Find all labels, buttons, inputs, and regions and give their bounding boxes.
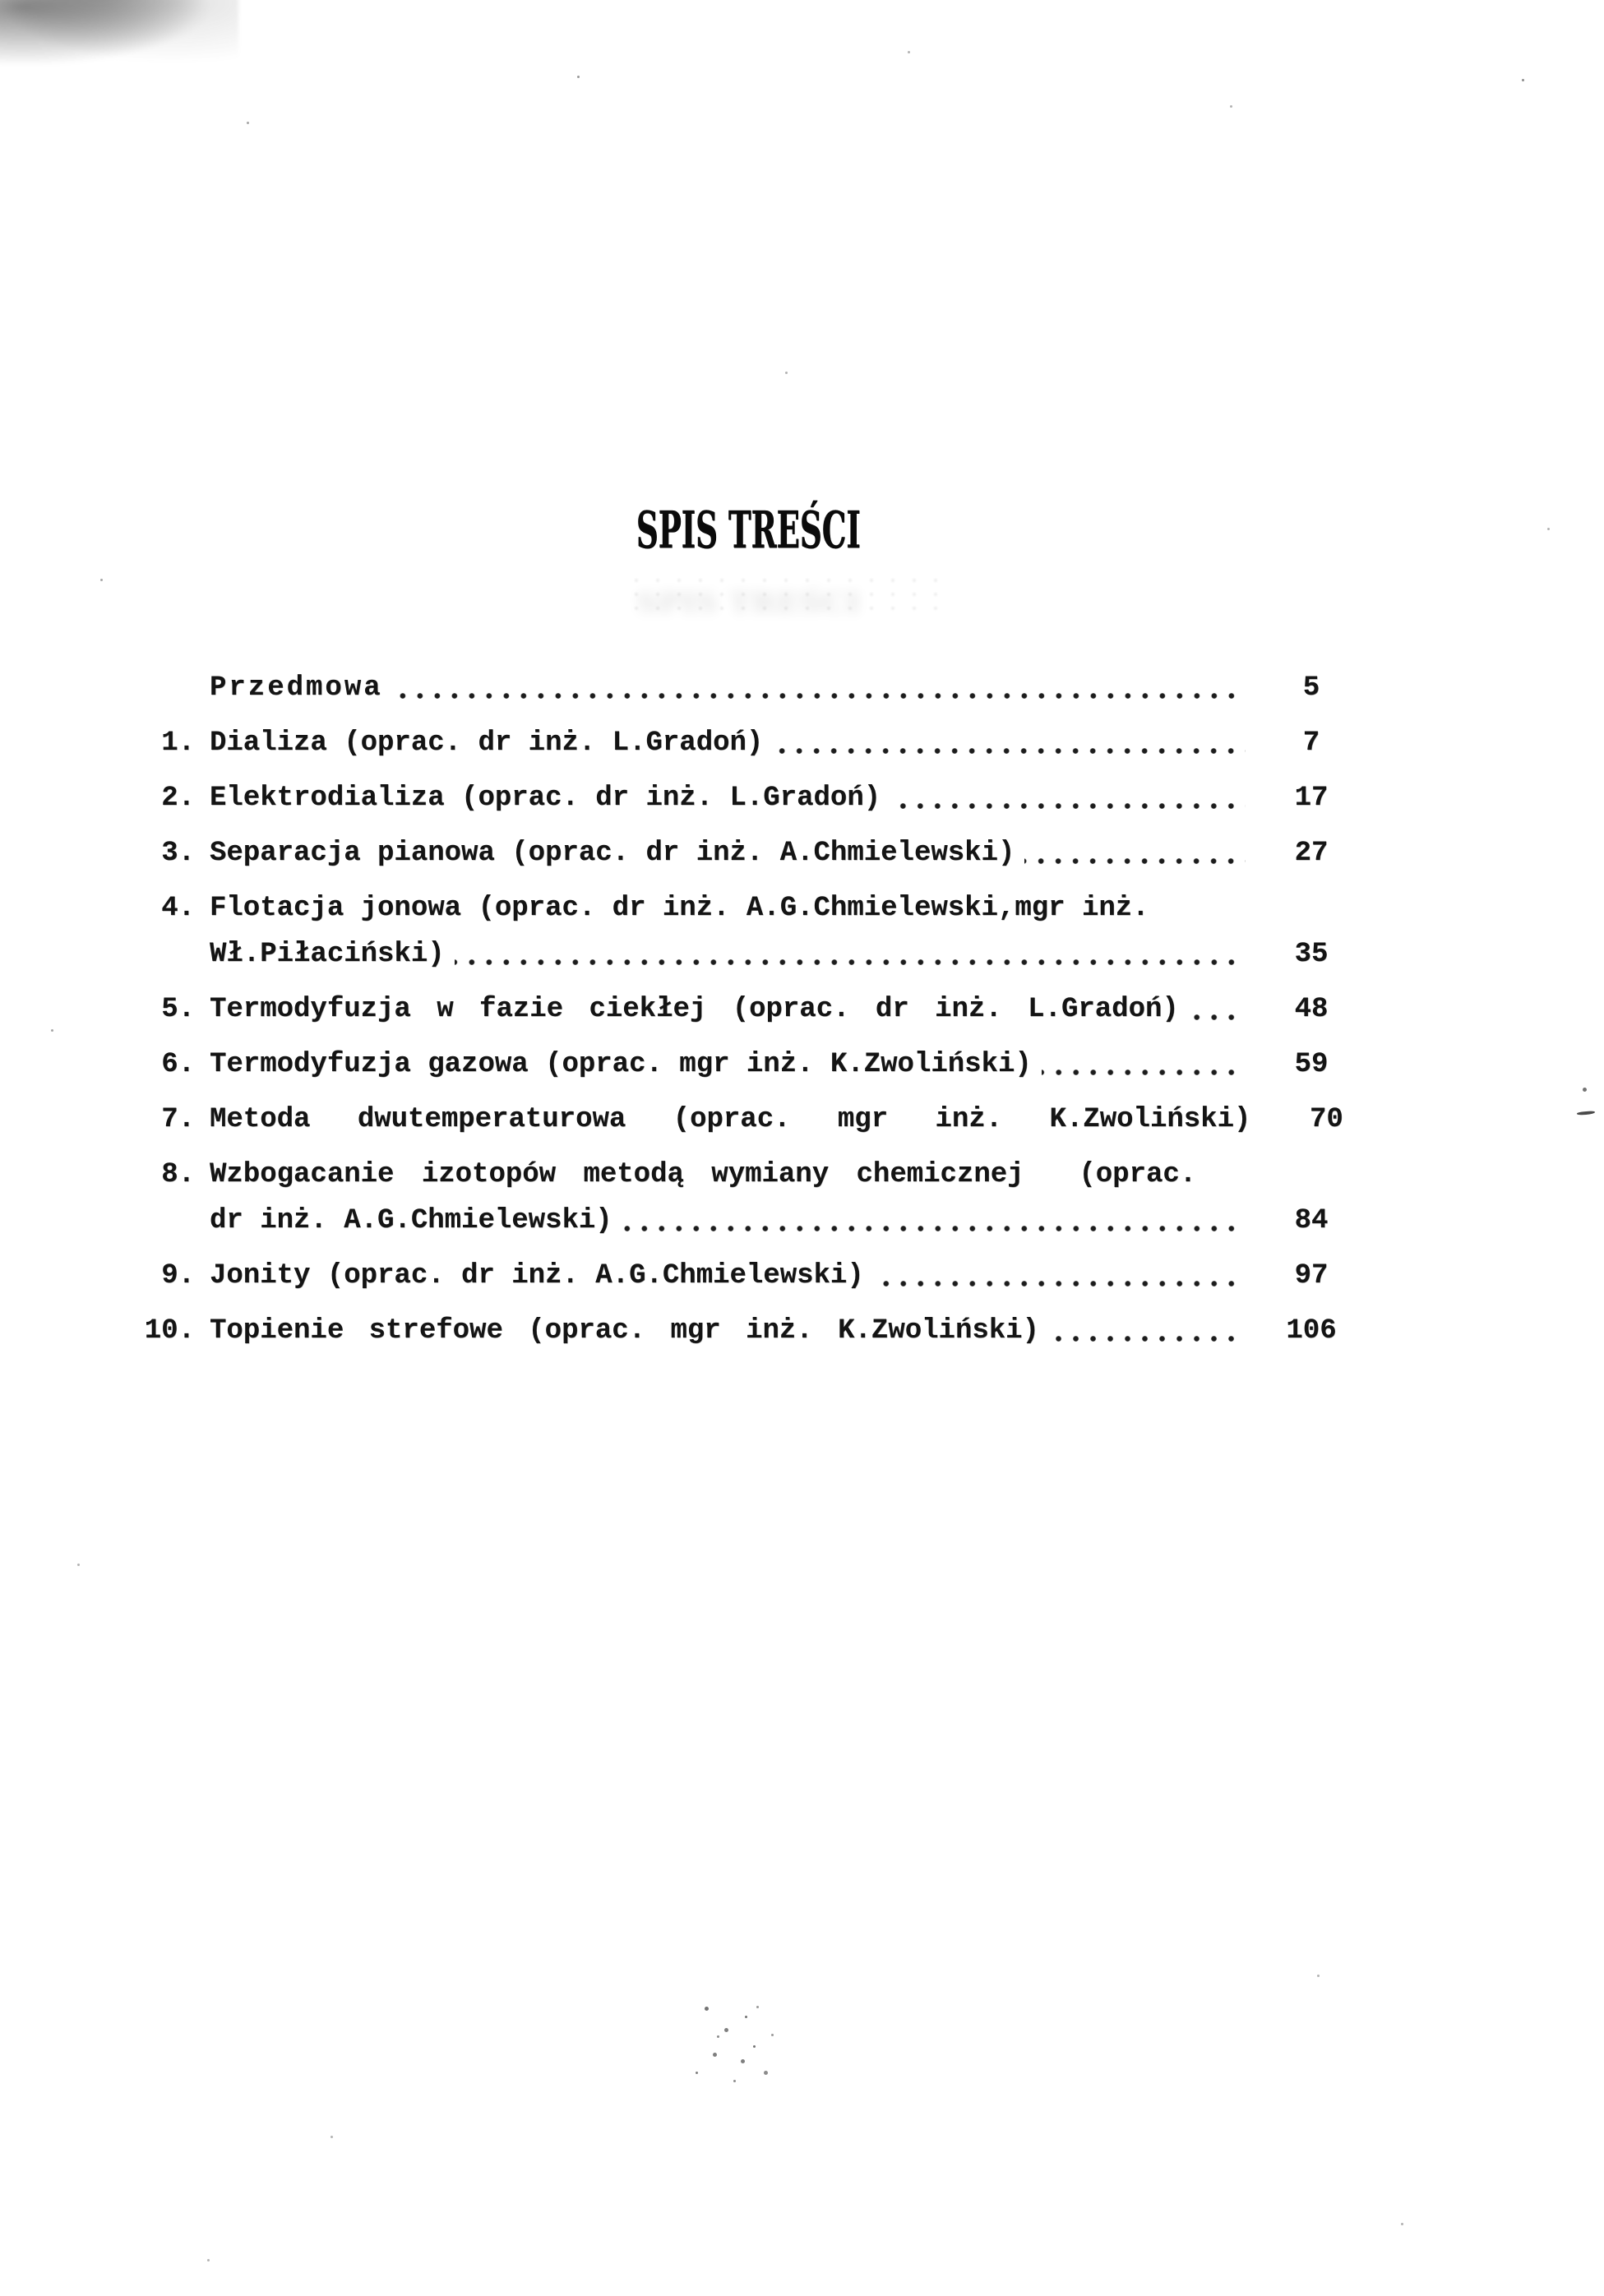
scan-margin-mark [1577, 1111, 1595, 1116]
toc-row [144, 1104, 1352, 1135]
entry-title: Flotacja jonowa (oprac. dr inż. A.G.Chmielewski,mgr inż. [210, 893, 1149, 924]
entry-title: Metoda dwutemperaturowa (oprac. mgr inż. K.Zwoliński) [210, 1104, 1251, 1135]
page-number: 17 [1294, 783, 1329, 814]
toc-entry [144, 672, 1352, 704]
toc-entry [144, 1104, 1352, 1135]
title-print-ghost [633, 577, 937, 615]
entry-number: 6. [161, 1049, 195, 1080]
entry-title: Dializa (oprac. dr inż. L.Gradoń) [210, 728, 764, 759]
page-title [144, 500, 1352, 560]
toc-entry [144, 1315, 1352, 1347]
dot-leader [1049, 1336, 1246, 1342]
entry-number: 7. [161, 1104, 195, 1135]
page-number: 48 [1294, 994, 1329, 1025]
page-number: 27 [1294, 838, 1329, 869]
dot-leader [622, 1226, 1246, 1231]
toc-row [144, 838, 1352, 869]
dot-leader [890, 803, 1246, 809]
toc-row [144, 672, 1352, 704]
entry-number: 8. [161, 1159, 195, 1190]
page-number: 5 [1302, 672, 1320, 704]
dot-leader [393, 693, 1246, 699]
toc-row [144, 1049, 1352, 1080]
entry-title-continued: Wł.Piłaciński) [210, 939, 445, 970]
toc-entry [144, 994, 1352, 1025]
toc-row [144, 994, 1352, 1025]
entry-number: 2. [161, 783, 195, 814]
table-of-contents [144, 672, 1352, 1347]
scan-noise-speckles [0, 0, 2, 2]
toc-entry [144, 838, 1352, 869]
toc-row [144, 1315, 1352, 1347]
toc-row [144, 893, 1352, 924]
page-number: 70 [1309, 1104, 1343, 1135]
page-number: 106 [1286, 1315, 1337, 1347]
dot-leader [773, 748, 1246, 754]
entry-number: 4. [161, 893, 195, 924]
title-ghost-text: SPIS TREŚCI [636, 585, 861, 619]
entry-number: 3. [161, 838, 195, 869]
dot-leader [874, 1281, 1246, 1287]
page-number: 84 [1294, 1205, 1329, 1236]
page-number: 59 [1294, 1049, 1329, 1080]
toc-entry [144, 893, 1352, 970]
page-title-text: SPIS TREŚCI [636, 500, 861, 560]
toc-row [144, 1205, 1352, 1236]
entry-number: 5. [161, 994, 195, 1025]
toc-row [144, 939, 1352, 970]
toc-entry [144, 1159, 1352, 1236]
entry-title: Separacja pianowa (oprac. dr inż. A.Chmielewski) [210, 838, 1015, 869]
entry-title: Przedmowa [210, 672, 383, 704]
entry-number: 9. [161, 1260, 195, 1291]
entry-title: Jonity (oprac. dr inż. A.G.Chmielewski) [210, 1260, 864, 1291]
toc-entry [144, 1260, 1352, 1291]
entry-title-continued: dr inż. A.G.Chmielewski) [210, 1205, 612, 1236]
entry-title: Wzbogacanie izotopów metodą wymiany chemicznej (oprac. [210, 1159, 1197, 1190]
dot-leader [1024, 858, 1246, 864]
entry-number: 1. [161, 728, 195, 759]
toc-entry [144, 783, 1352, 814]
page-number: 97 [1294, 1260, 1329, 1291]
entry-title: Termodyfuzja w fazie ciekłej (oprac. dr inż. L.Gradoń) [210, 994, 1179, 1025]
toc-row [144, 1159, 1352, 1190]
entry-title: Topienie strefowe (oprac. mgr inż. K.Zwoliński) [210, 1315, 1039, 1347]
dot-leader [1189, 1014, 1246, 1020]
scan-corner-smudge [0, 0, 238, 74]
dot-leader [455, 959, 1246, 965]
dot-leader [1042, 1069, 1246, 1075]
page-number: 7 [1302, 728, 1320, 759]
toc-row [144, 783, 1352, 814]
toc-row [144, 728, 1352, 759]
toc-entry [144, 1049, 1352, 1080]
toc-entry [144, 728, 1352, 759]
entry-title: Termodyfuzja gazowa (oprac. mgr inż. K.Zwoliński) [210, 1049, 1032, 1080]
page-number: 35 [1294, 939, 1329, 970]
entry-number: 10. [144, 1315, 195, 1347]
toc-row [144, 1260, 1352, 1291]
entry-title: Elektrodializa (oprac. dr inż. L.Gradoń) [210, 783, 881, 814]
